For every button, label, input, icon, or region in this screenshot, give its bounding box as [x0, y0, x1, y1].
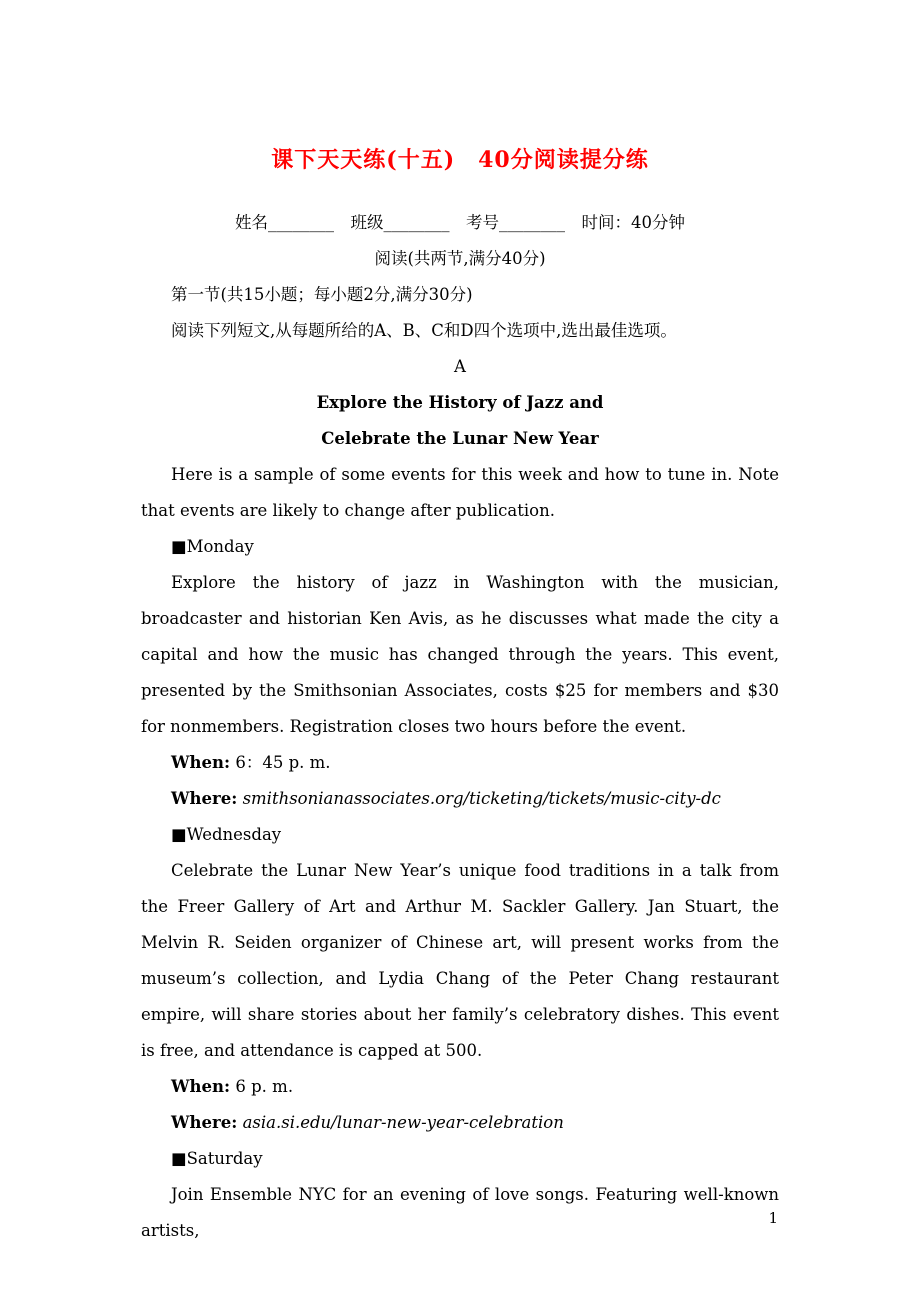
section-header: 阅读(共两节,满分40分) [374, 249, 546, 268]
when-label: When: [171, 753, 231, 772]
where-label: Where: [171, 789, 238, 808]
passage-title-line1: Explore the History of Jazz and [316, 393, 604, 412]
event-day-monday: ■Monday [171, 537, 254, 556]
passage-intro: Here is a sample of some events for this week and how to tune in. Note that events are likely to change after publication. [141, 465, 779, 520]
event-day-wednesday: ■Wednesday [171, 825, 282, 844]
event-day-saturday: ■Saturday [171, 1149, 263, 1168]
page-number: 1 [768, 1209, 778, 1227]
event-when-wednesday [141, 1069, 779, 1105]
page-title: 课下天天练(十五) 40分阅读提分练 [271, 147, 649, 173]
where-value: smithsonianassociates.org/ticketing/tickets/music-city-dc [242, 789, 721, 808]
when-value: 6 p. m. [235, 1077, 294, 1096]
when-label: When: [171, 1077, 231, 1096]
passage-title-line2: Celebrate the Lunar New Year [321, 429, 599, 448]
student-info-line: 姓名________ 班级________ 考号________ 时间：40分钟 [235, 213, 685, 232]
event-when-monday [141, 745, 779, 781]
event-where-monday [141, 781, 779, 817]
event-body-wednesday: Celebrate the Lunar New Year’s unique food traditions in a talk from the Freer Gallery of Art and Arthur M. Sackler Gallery. Jan Stuart, the Melvin R. Seiden organizer of Chinese art, will present works from the museum’s collection, and Lydia Chang of the Peter Chang restaurant empire, will share stories about her family’s celebratory dishes. This event is free, and attendance is capped at 500. [141, 861, 779, 1060]
event-body-monday: Explore the history of jazz in Washington with the musician, broadcaster and historian Ken Avis, as he discusses what made the city a capital and how the music has changed through the years. This event, presented by the Smithsonian Associates, costs $25 for members and $30 for nonmembers. Registration closes two hours before the event. [141, 573, 779, 736]
where-value: asia.si.edu/lunar-new-year-celebration [242, 1113, 564, 1132]
direction-line: 阅读下列短文,从每题所给的A、B、C和D四个选项中,选出最佳选项。 [171, 321, 677, 340]
part-line: 第一节(共15小题；每小题2分,满分30分) [171, 285, 473, 304]
event-where-wednesday [141, 1105, 779, 1141]
event-body-saturday: Join Ensemble NYC for an evening of love songs. Featuring well-known artists, [141, 1185, 779, 1240]
passage-label: A [454, 357, 466, 376]
when-value: 6：45 p. m. [235, 753, 331, 772]
where-label: Where: [171, 1113, 238, 1132]
